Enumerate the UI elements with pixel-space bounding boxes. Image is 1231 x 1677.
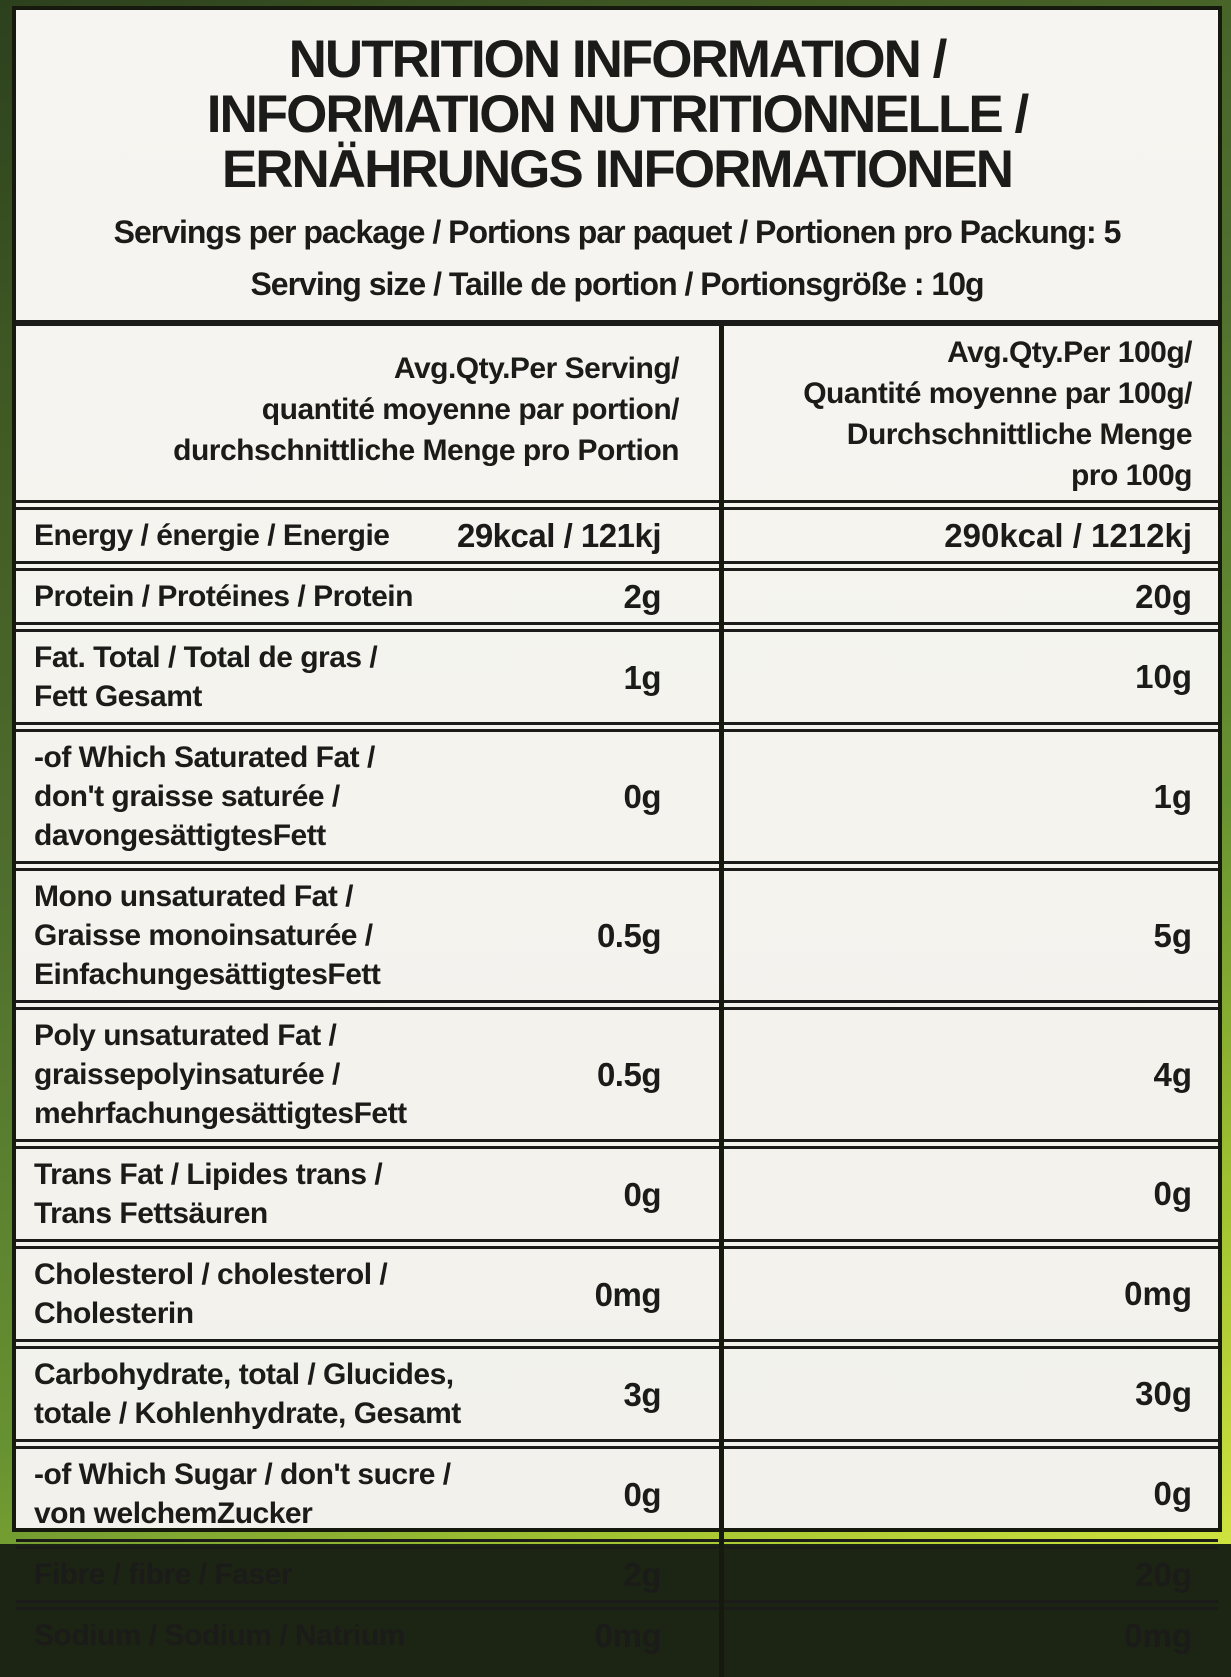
- row-left-cell: [16, 1449, 719, 1539]
- per-serving-value: 0mg: [594, 1275, 661, 1313]
- label-title: [16, 32, 1218, 197]
- table-header: [16, 326, 1218, 500]
- per-serving-value: 0.5g: [596, 917, 661, 954]
- nutrient-name: Fat. Total / Total de gras / Fett Gesamt: [34, 641, 378, 713]
- nutrient-name: Cholesterol / cholesterol / Cholesterin: [34, 1258, 388, 1330]
- nutrient-name: Fibre / fibre / Faser: [34, 1558, 292, 1591]
- nutrition-row: [16, 561, 1218, 622]
- nutrition-row: [16, 500, 1218, 561]
- serving-size-line: Serving size / Taille de portion / Portionsgröße : 10g: [250, 266, 984, 302]
- row-left-cell: [16, 632, 719, 722]
- per-serving-value: 3g: [623, 1375, 661, 1413]
- per-serving-value: 0g: [623, 1475, 661, 1513]
- title-line-1: NUTRITION INFORMATION /: [288, 30, 946, 89]
- row-left-cell: [16, 732, 719, 861]
- per-100g-value: 290kcal / 1212kj: [944, 516, 1192, 554]
- nutrition-table-body: [16, 500, 1218, 1661]
- nutrition-label: [12, 6, 1222, 1654]
- per-serving-value: 0.5g: [596, 1056, 661, 1093]
- row-left-cell: [16, 1249, 719, 1339]
- per-serving-column-header: [16, 332, 719, 496]
- per-100g-column-header: [719, 332, 1216, 496]
- nutrient-name: -of Which Sugar / don't sucre / von welchemZucker: [34, 1458, 451, 1530]
- servings-per-package-line: Servings per package / Portions par paquet / Portionen pro Packung: 5: [113, 214, 1121, 250]
- per-100g-value: 1g: [1153, 777, 1192, 815]
- nutrition-row: [16, 1600, 1218, 1661]
- per-100g-value: 0mg: [1124, 1616, 1192, 1654]
- column-divider: [719, 326, 724, 1677]
- per-100g-value: 10g: [1135, 658, 1192, 695]
- per-100g-value: 20g: [1135, 1555, 1192, 1593]
- row-left-cell: [16, 871, 719, 1000]
- nutrient-name: Protein / Protéines / Protein: [34, 580, 413, 613]
- row-left-cell: [16, 1349, 719, 1439]
- per-100g-value: 4g: [1153, 1055, 1192, 1093]
- row-left-cell: [16, 1010, 719, 1139]
- title-line-2: INFORMATION NUTRITIONNELLE /: [206, 85, 1028, 144]
- nutrition-row: [16, 1439, 1218, 1539]
- nutrition-row: [16, 1000, 1218, 1139]
- row-left-cell: [16, 510, 719, 561]
- nutrient-name: Poly unsaturated Fat / graissepolyinsaturée / mehrfachungesättigtesFett: [34, 1019, 407, 1130]
- per-serving-value: 1g: [623, 658, 661, 696]
- nutrition-row: [16, 722, 1218, 861]
- per-100g-value: 0g: [1153, 1475, 1192, 1512]
- header-line: Durchschnittliche Menge: [846, 418, 1192, 451]
- per-serving-value: 2g: [623, 578, 661, 615]
- nutrient-name: Mono unsaturated Fat / Graisse monoinsaturée / EinfachungesättigtesFett: [34, 880, 381, 991]
- per-serving-value: 2g: [623, 1556, 661, 1593]
- per-serving-value: 29kcal / 121kj: [456, 517, 661, 554]
- nutrition-row: [16, 1239, 1218, 1339]
- title-line-3: ERNÄHRUNGS INFORMATIONEN: [221, 140, 1013, 199]
- header-line: Avg.Qty.Per 100g/: [947, 336, 1192, 369]
- per-100g-value: 0g: [1153, 1175, 1192, 1212]
- per-serving-value: 0mg: [594, 1617, 661, 1654]
- per-serving-value: 0g: [623, 1175, 661, 1213]
- header-line: durchschnittliche Menge pro Portion: [173, 434, 679, 467]
- per-100g-value: 0mg: [1124, 1275, 1192, 1312]
- row-left-cell: [16, 1610, 719, 1661]
- nutrition-row: [16, 861, 1218, 1000]
- header-line: pro 100g: [1070, 459, 1192, 492]
- per-100g-value: 20g: [1135, 577, 1192, 615]
- per-100g-value: 5g: [1153, 916, 1192, 954]
- per-100g-value: 30g: [1135, 1375, 1192, 1412]
- row-left-cell: [16, 571, 719, 622]
- header-line: quantité moyenne par portion/: [261, 393, 679, 426]
- nutrition-table: [16, 320, 1218, 1661]
- nutrition-row: [16, 1539, 1218, 1600]
- nutrient-name: Sodium / Sodium / Natrium: [34, 1619, 405, 1652]
- per-serving-value: 0g: [623, 778, 661, 815]
- row-left-cell: [16, 1149, 719, 1239]
- nutrition-row: [16, 622, 1218, 722]
- nutrient-name: Trans Fat / Lipides trans / Trans Fettsäuren: [34, 1158, 383, 1230]
- nutrient-name: Energy / énergie / Energie: [34, 519, 390, 552]
- header-line: Quantité moyenne par 100g/: [803, 377, 1192, 410]
- nutrition-row: [16, 1139, 1218, 1239]
- nutrition-row: [16, 1339, 1218, 1439]
- nutrient-name: -of Which Saturated Fat / don't graisse saturée / davongesättigtesFett: [34, 741, 375, 852]
- row-left-cell: [16, 1549, 719, 1600]
- header-line: Avg.Qty.Per Serving/: [393, 352, 679, 385]
- nutrient-name: Carbohydrate, total / Glucides, totale / Kohlenhydrate, Gesamt: [34, 1358, 461, 1430]
